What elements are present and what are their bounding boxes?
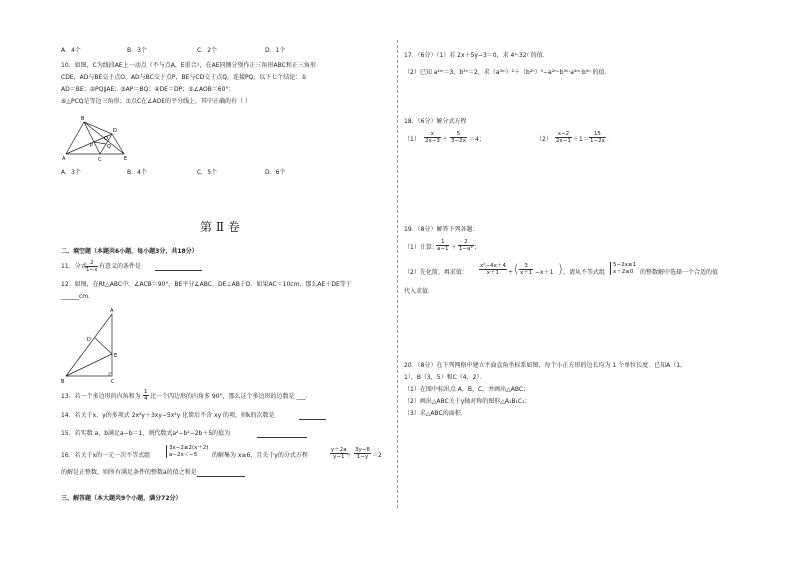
q18-fraction-a-numerator: x — [424, 131, 441, 138]
q10-label-d: D — [113, 128, 117, 134]
q19-system-top: 5−2x≥1 — [613, 262, 636, 268]
q18-fraction-b-numerator: 5 — [450, 131, 467, 138]
q18-plus-one-equals: ＋1＝ — [573, 136, 589, 143]
q17-line-2: （2）已知 a²ᵐ＝3，b³ⁿ＝2，求（a³ᵐ）²＋（b²ⁿ）³−a²ᵐ·b³ⁿ·a⁴ᵐ·b⁹ⁿ 的值． — [404, 69, 611, 76]
q18-fraction-c-denominator: 2x−1 — [556, 138, 571, 144]
section-title: 第 Ⅱ 卷 — [200, 220, 240, 234]
q10-line: CDE，AD与BE交于点O，AD与BC交于点P，BE与CD交于点Q，连接PQ，以下七个结论：① — [61, 74, 307, 81]
q20-line: 1），B（3，5）和C（4，2）． — [404, 374, 486, 381]
q9-option-b: B．3个 — [127, 47, 147, 54]
q13-fraction-numerator: 1 — [144, 389, 148, 395]
q10-option-d: D．6个 — [265, 169, 286, 176]
q12-line: 12．如图，在Rt△ABC中，∠ACB＝90°，BE平分∠ABC，DE⊥AB于D．如果AC＝10cm，那么AE＋DE等于 — [61, 281, 352, 288]
q18-fraction-b-denominator: 3−2x — [451, 138, 466, 144]
q18-equals-1: ＝4； — [469, 136, 485, 143]
q19-middle: ，请从不等式组 — [563, 269, 606, 276]
q19-fraction-c-denominator: x＋1 — [486, 270, 500, 276]
q19-fraction-d-denominator: x＋1 — [520, 270, 533, 276]
q16-inequality-system — [166, 445, 209, 458]
q18-period: ． — [607, 136, 614, 143]
q16-system-top: 3x−2≥2(x＋2) — [169, 445, 209, 451]
q19-part-1-label: （1）计算： — [404, 244, 438, 251]
q18-fraction-a — [424, 131, 441, 144]
q19-inequality-system — [610, 262, 636, 275]
q11-prefix: 11．分式 — [61, 263, 87, 270]
q19-fraction-a-numerator: 1 — [436, 239, 449, 246]
q19-fraction-a — [436, 239, 449, 252]
q16-equals: ＝2 — [372, 452, 382, 459]
q9-option-a: A．4个 — [61, 47, 81, 54]
q16-middle: 的解集为 x≥6，且关于y的分式方程 — [212, 452, 308, 459]
q18-fraction-a-denominator: 2x−3 — [425, 138, 440, 144]
q10-line: AD＝BE；②PQ∥AE；③AP＝BQ；④DE＝DP；⑤∠AOB＝60°； — [61, 86, 235, 93]
q14-answer-blank — [299, 419, 326, 420]
q12-label-a: A — [110, 308, 114, 314]
q18-fraction-d-denominator: 1−2x — [590, 138, 605, 144]
q16-answer-blank — [197, 476, 245, 477]
q19-fraction-c-numerator: x²−4x＋4 — [480, 263, 506, 269]
q16-fraction-2-numerator: 3y−8 — [355, 447, 370, 453]
q15-answer-blank — [257, 437, 307, 438]
q16-system-bottom: a−2x＜−5 — [169, 451, 198, 458]
q19-fraction-a-denominator: a−1 — [437, 246, 449, 252]
q19-line-3: 代入求值． — [404, 288, 435, 295]
q10-line: 10．如图，C为线段AE上一动点（不与点A，E重合），在AE同侧分别作正三角形ABC和正三角形 — [61, 62, 316, 69]
q19-header: 19．（8分）解答下列各题： — [404, 226, 479, 233]
q11-fraction-numerator: 2 — [85, 260, 98, 267]
question-15: 15．若实数 a，b满足a−b＝1，则代数式a²−b²−2b＋5的值为 — [61, 430, 231, 437]
q16-fraction-1-numerator: y＋2a — [331, 447, 347, 453]
q10-label-o: O — [104, 136, 108, 142]
q20-line: （1）在图中标出点 A，B，C，并画出△ABC； — [404, 386, 530, 393]
q16-fraction-2-denominator: 1−y — [356, 454, 369, 460]
q10-option-b: B．4个 — [127, 169, 147, 176]
q19-fraction-b-numerator: 2 — [458, 239, 474, 246]
q19-minus-term: −x＋1 — [535, 269, 554, 276]
q19-fraction-c — [479, 263, 507, 276]
q10-label-q: Q — [107, 144, 111, 150]
q16-prefix: 16．若关于x的一元一次不等式组 — [61, 452, 151, 459]
q16-line-2: 的解是正整数，则所有满足条件的整数a的值之和是 — [61, 469, 197, 476]
question-14: 14．若关于x，y的多项式 2x²y＋3xy−5x²y 化简后不含 xy 的项，则k的次数是 — [61, 412, 275, 419]
q19-fraction-d-numerator: 3 — [519, 263, 533, 270]
q10-label-c: C — [98, 157, 102, 163]
q18-fraction-d-numerator: 15 — [589, 131, 606, 138]
q10-figure — [60, 110, 160, 170]
q19-left-paren: ( — [514, 262, 519, 276]
q12-label-c: C — [111, 379, 115, 385]
q18-plus: ＋ — [442, 136, 449, 143]
q12-line: ______cm． — [61, 293, 95, 300]
q19-divide: ÷ — [508, 269, 514, 276]
q16-fraction-2 — [354, 447, 371, 460]
q13-suffix: 比一个四边形的内角多 90°，那么这个多边形的边数是 ___. — [150, 393, 308, 400]
q10-label-p: P — [90, 143, 94, 149]
q19-right-paren: ) — [558, 262, 563, 276]
q12-label-b: B — [61, 379, 65, 385]
q19-fraction-b-denominator: 1−a² — [459, 246, 473, 252]
q18-part-2-label: （2） — [536, 136, 552, 143]
q20-line: （2）画出△ABC关于y轴对称的图形△A₁B₁C₁； — [404, 398, 531, 405]
q11-suffix: 有意义的条件是 — [99, 263, 142, 270]
q16-fraction-1-denominator: y−1 — [333, 454, 345, 460]
q11-fraction-denominator: 1−x — [86, 267, 98, 273]
q12-label-d: D — [87, 337, 91, 343]
q19-fraction-d — [519, 263, 533, 276]
q10-label-a: A — [62, 156, 66, 162]
q19-tail: 的整数解中选择一个合适的值 — [640, 269, 719, 276]
q13-prefix: 13．若一个多边形的内角和为 — [61, 393, 141, 400]
q10-line: ⑥△PCQ是等边三角形；⑦点C在∠AOE的平分线上，其中正确的有（ ） — [61, 98, 251, 105]
q18-part-1-label: （1） — [404, 136, 420, 143]
q16-plus: ＋ — [346, 452, 353, 459]
fill-in-section-header: 二、填空题（本题共6小题，每小题3分，共18分） — [61, 248, 198, 255]
q13-fraction-denominator: 4 — [144, 396, 148, 402]
q19-system-bottom: x＋2≥0 — [613, 268, 634, 275]
q19-plus: ＋ — [451, 244, 458, 251]
q13-fraction — [143, 389, 149, 402]
q10-option-a: A．3个 — [61, 169, 81, 176]
q18-fraction-b — [450, 131, 467, 144]
q10-label-e: E — [124, 156, 128, 162]
column-divider — [397, 40, 398, 508]
q11-fraction — [85, 260, 98, 273]
q9-option-c: C．2个 — [197, 47, 218, 54]
answer-section-header: 三、解答题（本大题共9个小题，满分72分） — [61, 495, 182, 502]
q19-semicolon: ； — [474, 244, 481, 251]
q19-fraction-b — [458, 239, 474, 252]
q17-line-1: 17．（6分）（1）若 2x＋5y−3＝0，求 4ˣ·32ʸ 的值． — [404, 52, 549, 59]
q12-figure — [60, 306, 130, 386]
q18-fraction-d — [589, 131, 606, 144]
q18-fraction-c — [555, 131, 572, 144]
q10-option-c: C．5个 — [197, 169, 218, 176]
q19-part-2-label: （2）先化简，再求值： — [404, 269, 468, 276]
q9-option-d: D．1个 — [265, 47, 286, 54]
q12-label-e: E — [114, 353, 118, 359]
q18-fraction-c-numerator: x−2 — [555, 131, 572, 138]
q20-line: 20．（8分）在下列网格中建立平面直角坐标系如图，每个小正方形的边长均为 1 个单位长度．已知A（1， — [404, 362, 687, 369]
q10-label-b: B — [81, 116, 85, 122]
q18-header: 18．（6分）解分式方程 — [404, 118, 467, 125]
q16-fraction-1 — [330, 447, 348, 460]
q11-answer-blank — [155, 270, 202, 271]
q20-line: （3）求△ABC的面积． — [404, 410, 467, 417]
